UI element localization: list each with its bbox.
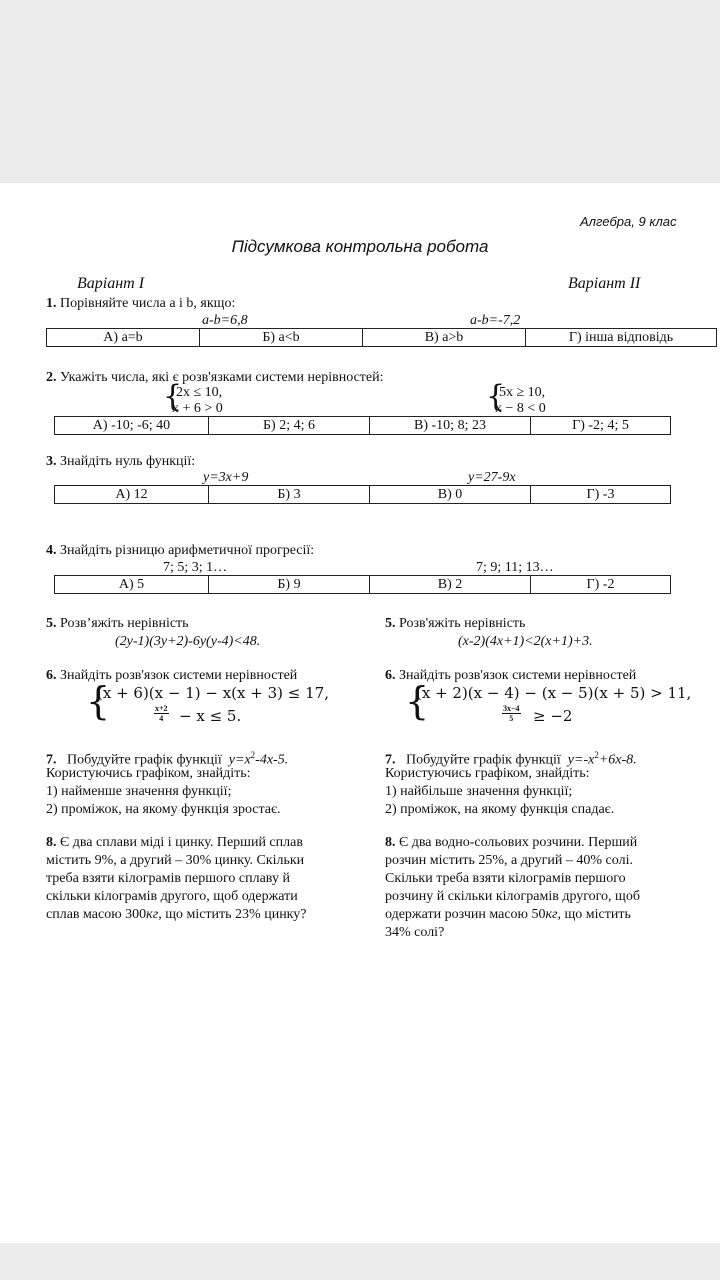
bottom-background [0,1243,720,1280]
fraction-denominator: 5 [509,714,514,723]
question-text: Побудуйте графік функції [406,752,561,768]
q1-condition-1: a-b=6,8 [202,313,248,328]
q8-v2-line-4: розчину й скільки кілограмів другого, щоб [385,889,640,904]
answer-option-b: Б) 9 [209,576,370,594]
q3-function-1: y=3x+9 [203,470,249,485]
q7-v2-function: y=-x [567,752,595,768]
q7-v2-exponent: 2 [594,750,599,760]
answer-option-b: Б) a<b [200,329,363,347]
unit-kg: кг [545,907,558,922]
q6-v1-line-1: (x + 6)(x − 1) − x(x + 3) ≤ 17, [97,684,329,702]
question-text: Є два сплави міді і цинку. Перший сплав [60,835,303,850]
q5-v1-expression: (2y-1)(3y+2)-6y(y-4)<48. [115,634,261,649]
q7-v1-line-2: Користуючись графіком, знайдіть: [46,766,251,781]
q7-v2-function-rest: +6x-8. [598,752,637,768]
q7-v2-line-3: 1) найбільше значення функції; [385,784,573,799]
question-text: Є два водно-сольових розчини. Перший [399,835,638,850]
q2-brace-1: { [163,379,183,414]
q8-v1-line-4: скільки кілограмів другого, щоб одержати [46,889,298,904]
q8-v1-line-3: треба взяти кілограмів першого сплаву й [46,871,290,886]
q6-v2-brace: { [405,679,430,723]
question-text: Знайдіть розв'язок системи нерівностей [60,668,298,683]
answer-option-b: Б) 2; 4; 6 [209,417,370,435]
q3-function-2: y=27-9x [468,470,516,485]
text-part: сплав масою 300 [46,907,147,922]
q4-sequence-1: 7; 5; 3; 1… [163,560,228,575]
subject-label: Алгебра, 9 клас [580,214,677,229]
question-text: Розв'яжіть нерівність [399,616,526,631]
q7-v1-function: y=x [228,752,251,768]
q2-system-1-line-1: 2x ≤ 10, [176,385,223,400]
answer-option-d: Г) інша відповідь [526,329,717,347]
document-page [0,183,720,1243]
q6-v2-line-2: ≥ −2 [533,707,573,725]
q8-v1-line-2: містить 9%, а другий – 30% цинку. Скільки [46,853,305,868]
text-part: одержати розчин масою 50 [385,907,546,922]
q8-v2-line-3: Скільки треба взяти кілограмів першого [385,871,626,886]
question-5-variant-2 [385,615,525,632]
question-8-variant-2-line-1 [385,834,637,851]
q6-v1-line-2: − x ≤ 5. [179,707,242,725]
q1-condition-2: a-b=-7,2 [470,313,521,328]
answer-option-c: В) 2 [370,576,531,594]
question-number: 6. [385,668,396,683]
question-text: Побудуйте графік функції [67,752,222,768]
answer-option-b: Б) 3 [209,486,370,504]
question-number: 5. [46,616,57,631]
answer-option-c: В) -10; 8; 23 [370,417,531,435]
q6-v1-fraction [154,704,169,723]
q6-v2-fraction [502,704,521,723]
question-number: 8. [46,835,57,850]
q2-system-2-line-2: x − 8 < 0 [495,401,546,416]
question-8-variant-1-line-1 [46,834,303,851]
question-number: 4. [46,543,57,558]
q3-answer-table [54,485,671,504]
text-part: , що містить [557,907,631,922]
q5-v2-expression: (x-2)(4x+1)<2(x+1)+3. [458,634,593,649]
q7-v1-line-4: 2) проміжок, на якому функція зростає. [46,802,281,817]
question-number: 1. [46,296,57,311]
question-text: Знайдіть нуль функції: [60,454,196,469]
question-number: 7. [385,752,396,768]
answer-option-c: В) 0 [370,486,531,504]
fraction-numerator: x+2 [155,704,168,713]
q7-v2-line-4: 2) проміжок, на якому функція спадає. [385,802,615,817]
fraction-denominator: 4 [159,714,164,723]
question-1 [46,295,235,312]
q7-v1-exponent: 2 [250,750,256,760]
question-text: Розв’яжіть нерівність [60,616,189,631]
q2-system-1-line-2: x + 6 > 0 [172,401,223,416]
q8-v2-line-2: розчин містить 25%, а другий – 40% солі. [385,853,633,868]
q7-v1-function-rest: -4x-5. [255,752,289,768]
question-number: 3. [46,454,57,469]
variant-2-heading: Варіант ІІ [568,275,641,292]
answer-option-a: А) 5 [55,576,209,594]
q6-v1-brace: { [86,679,111,723]
question-6-variant-1 [46,667,297,684]
question-text: Укажіть числа, які є розв'язками системи нерівностей: [60,370,384,385]
question-5-variant-1 [46,615,189,632]
question-3 [46,453,195,470]
q7-v2-line-2: Користуючись графіком, знайдіть: [385,766,590,781]
q6-v2-line-1: (x + 2)(x − 4) − (x − 5)(x + 5) > 11, [416,684,692,702]
question-number: 2. [46,370,57,385]
question-4 [46,542,314,559]
page-title: Підсумкова контрольна робота [231,237,489,256]
question-number: 8. [385,835,396,850]
fraction-numerator: 3x−4 [503,704,520,713]
top-background [0,0,720,183]
q2-system-2-line-1: 5x ≥ 10, [499,385,546,400]
question-number: 5. [385,616,396,631]
q8-v1-line-5 [46,906,307,923]
variant-1-heading: Варіант І [77,275,145,292]
q4-sequence-2: 7; 9; 11; 13… [476,560,554,575]
q2-answer-table [54,416,671,435]
answer-option-a: А) a=b [47,329,200,347]
q8-v2-line-6: 34% солі? [385,925,445,940]
q4-answer-table [54,575,671,594]
q2-brace-2: { [486,379,506,414]
answer-option-d: Г) -2; 4; 5 [531,417,671,435]
answer-option-d: Г) -3 [531,486,671,504]
question-text: Порівняйте числа а і b, якщо: [60,296,236,311]
unit-kg: кг [146,907,159,922]
answer-option-d: Г) -2 [531,576,671,594]
q7-v1-line-3: 1) найменше значення функції; [46,784,232,799]
q1-answer-table [46,328,717,347]
question-number: 6. [46,668,57,683]
text-part: , що містить 23% цинку? [158,907,307,922]
q8-v2-line-5 [385,906,631,923]
question-text: Знайдіть розв'язок системи нерівностей [399,668,637,683]
question-text: Знайдіть різницю арифметичної прогресії: [60,543,315,558]
answer-option-a: А) 12 [55,486,209,504]
answer-option-c: В) a>b [363,329,526,347]
answer-option-a: А) -10; -6; 40 [55,417,209,435]
question-number: 7. [46,752,57,768]
